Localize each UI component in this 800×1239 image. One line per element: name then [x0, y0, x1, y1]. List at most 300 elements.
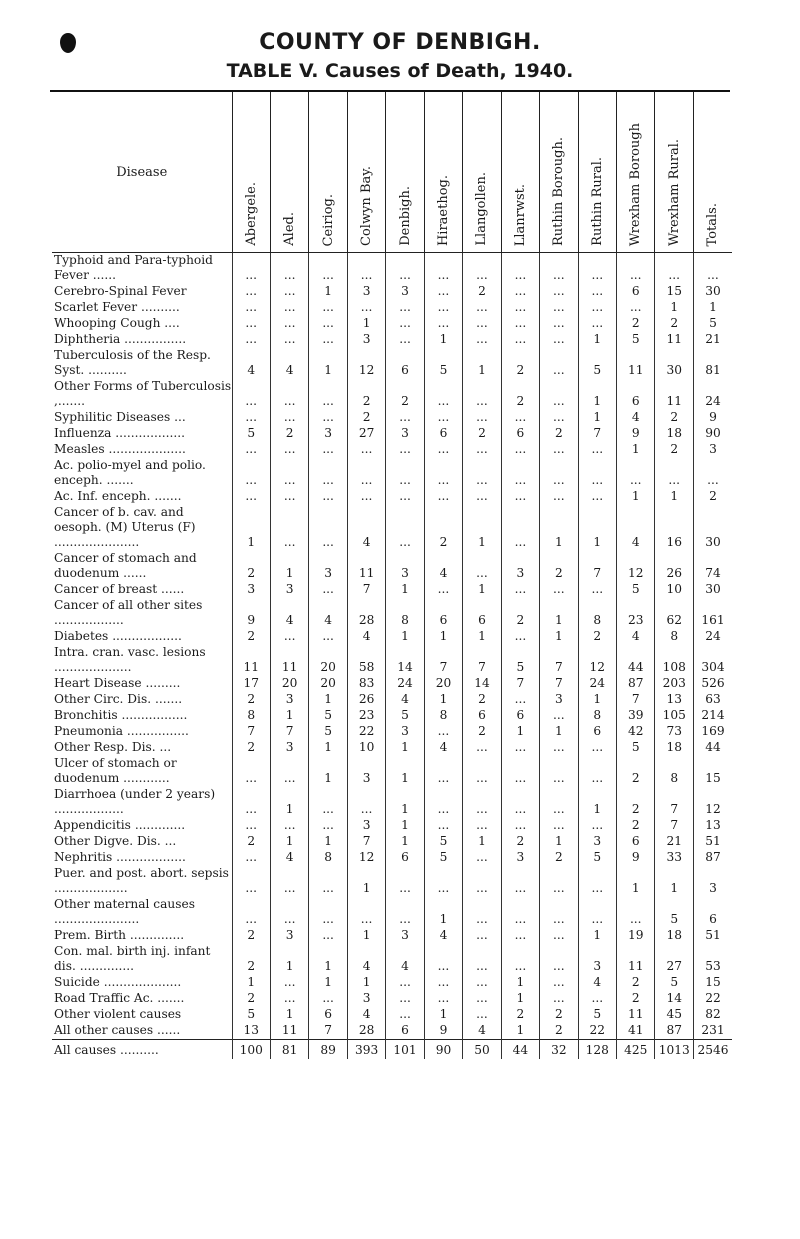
table-cell: 7: [347, 834, 385, 850]
table-cell: 1: [693, 300, 732, 316]
table-cell: 1: [309, 284, 347, 300]
table-cell: 4: [424, 740, 462, 756]
table-cell: ...: [501, 787, 539, 818]
table-cell: 23: [347, 708, 385, 724]
table-cell: ...: [540, 489, 578, 505]
table-cell: ...: [655, 253, 693, 285]
table-cell: 7: [463, 645, 501, 676]
table-cell: 87: [655, 1023, 693, 1040]
disease-label: Road Traffic Ac. .......: [54, 991, 185, 1005]
table-cell: 1: [463, 505, 501, 551]
table-cell: ...: [424, 582, 462, 598]
table-cell: ...: [309, 316, 347, 332]
table-cell: 2: [540, 1023, 578, 1040]
column-header-label: Ceiriog.: [320, 193, 336, 246]
table-cell: ...: [424, 442, 462, 458]
table-cell: 3: [386, 284, 424, 300]
column-header-wrexham-borough: [617, 92, 655, 253]
table-cell: 1: [309, 756, 347, 787]
table-cell: 1: [424, 629, 462, 645]
table-cell: ...: [501, 284, 539, 300]
table-cell: ...: [617, 897, 655, 928]
table-cell: 6: [386, 850, 424, 866]
disease-label: Prem. Birth ..............: [54, 928, 185, 942]
table-cell: 8: [578, 598, 616, 629]
table-cell: 2: [232, 551, 270, 582]
table-cell: 1: [617, 442, 655, 458]
table-cell: ...: [463, 850, 501, 866]
table-cell: 8: [386, 598, 424, 629]
table-cell: ...: [309, 458, 347, 489]
table-cell: 3: [309, 426, 347, 442]
disease-label: Typhoid and Para-typhoid Fever ......: [54, 253, 213, 282]
table-cell: 1: [655, 489, 693, 505]
table-cell: 1: [424, 692, 462, 708]
disease-label: Cerebro-Spinal Fever: [54, 284, 187, 298]
column-header-label: Wrexham Rural.: [666, 138, 682, 246]
table-cell: ...: [347, 300, 385, 316]
table-cell: 6: [501, 426, 539, 442]
table-cell: 9: [693, 410, 732, 426]
table-cell: 3: [347, 818, 385, 834]
table-cell: ...: [270, 975, 308, 991]
table-cell: 3: [501, 850, 539, 866]
table-row: [52, 629, 732, 645]
table-cell: 1: [540, 629, 578, 645]
table-cell: ...: [617, 458, 655, 489]
table-cell: 2546: [693, 1040, 732, 1060]
table-cell: ...: [309, 253, 347, 285]
table-cell: 3: [386, 551, 424, 582]
column-header-label: Denbigh.: [397, 186, 413, 246]
table-cell: 3: [270, 928, 308, 944]
table-cell: 1: [578, 787, 616, 818]
table-cell: 2: [463, 692, 501, 708]
table-cell: 3: [578, 834, 616, 850]
table-cell: 2: [463, 284, 501, 300]
table-cell: ...: [578, 991, 616, 1007]
table-cell: 5: [655, 897, 693, 928]
table-cell: ...: [540, 818, 578, 834]
table-row: [52, 332, 732, 348]
table-cell: ...: [540, 991, 578, 1007]
column-header-label: Llangollen.: [474, 172, 490, 246]
table-cell: 5: [309, 708, 347, 724]
table-cell: 4: [424, 551, 462, 582]
table-cell: 15: [655, 284, 693, 300]
table-cell: ...: [463, 1007, 501, 1023]
table-cell: 18: [655, 928, 693, 944]
disease-label: Ac. Inf. enceph. .......: [54, 489, 182, 503]
table-cell: 3: [540, 692, 578, 708]
table-cell: ...: [309, 379, 347, 410]
table-cell: 2: [501, 348, 539, 379]
table-cell: ...: [270, 284, 308, 300]
table-cell: 1: [424, 332, 462, 348]
table-cell: 4: [386, 944, 424, 975]
table-cell: ...: [232, 897, 270, 928]
table-cell: 44: [693, 740, 732, 756]
table-cell: 44: [501, 1040, 539, 1060]
table-cell: 28: [347, 1023, 385, 1040]
table-cell: 6: [617, 284, 655, 300]
table-cell: 20: [424, 676, 462, 692]
table-cell: ...: [578, 253, 616, 285]
table-cell: 2: [617, 818, 655, 834]
table-cell: ...: [424, 316, 462, 332]
table-cell: 10: [655, 582, 693, 598]
table-cell: 2: [232, 692, 270, 708]
table-cell: ...: [347, 442, 385, 458]
table-cell: 5: [424, 834, 462, 850]
table-cell: ...: [501, 740, 539, 756]
table-cell: 1: [270, 708, 308, 724]
table-cell: ...: [347, 458, 385, 489]
table-cell: 2: [232, 629, 270, 645]
table-cell: 5: [578, 850, 616, 866]
table-row: [52, 787, 732, 818]
table-cell: ...: [309, 897, 347, 928]
table-cell: 1: [424, 897, 462, 928]
table-cell: ...: [501, 505, 539, 551]
column-header-wrexham-rural: [655, 92, 693, 253]
table-cell: 7: [424, 645, 462, 676]
table-cell: 3: [386, 724, 424, 740]
table-cell: ...: [232, 850, 270, 866]
table-cell: ...: [501, 332, 539, 348]
table-cell: ...: [232, 300, 270, 316]
table-cell: 11: [617, 1007, 655, 1023]
column-header-ceiriog: [309, 92, 347, 253]
table-cell: 3: [578, 944, 616, 975]
table-cell: ...: [386, 866, 424, 897]
table-cell: ...: [501, 944, 539, 975]
table-cell: 26: [655, 551, 693, 582]
table-cell: 19: [617, 928, 655, 944]
table-row: [52, 551, 732, 582]
table-cell: 6: [386, 1023, 424, 1040]
table-row: [52, 1007, 732, 1023]
table-cell: 2: [655, 316, 693, 332]
table-cell: 12: [347, 348, 385, 379]
table-cell: ...: [578, 300, 616, 316]
table-cell: 4: [617, 410, 655, 426]
table-cell: ...: [386, 897, 424, 928]
table-cell: 7: [501, 676, 539, 692]
table-cell: 30: [693, 582, 732, 598]
table-cell: ...: [578, 897, 616, 928]
table-cell: ...: [424, 410, 462, 426]
table-cell: ...: [424, 991, 462, 1007]
table-cell: ...: [232, 379, 270, 410]
table-cell: ...: [540, 582, 578, 598]
table-cell: ...: [232, 866, 270, 897]
table-row: [52, 1040, 732, 1060]
table-cell: 22: [578, 1023, 616, 1040]
table-cell: ...: [501, 866, 539, 897]
table-cell: 12: [347, 850, 385, 866]
table-cell: ...: [232, 410, 270, 426]
table-cell: ...: [232, 253, 270, 285]
table-cell: 4: [617, 629, 655, 645]
table-cell: ...: [578, 489, 616, 505]
table-cell: 11: [655, 332, 693, 348]
table-cell: ...: [270, 253, 308, 285]
disease-label: Other Forms of Tuberculosis ,.......: [54, 379, 232, 408]
table-cell: ...: [463, 442, 501, 458]
table-cell: 7: [540, 676, 578, 692]
table-row: [52, 692, 732, 708]
table-row: [52, 316, 732, 332]
table-cell: ...: [501, 928, 539, 944]
table-row: [52, 708, 732, 724]
table-cell: ...: [540, 442, 578, 458]
table-cell: ...: [232, 489, 270, 505]
table-cell: 3: [347, 284, 385, 300]
table-cell: 1: [347, 975, 385, 991]
table-cell: 3: [386, 928, 424, 944]
table-row: [52, 897, 732, 928]
table-cell: 1: [386, 582, 424, 598]
table-cell: ...: [270, 458, 308, 489]
column-header-label: Aled.: [282, 212, 298, 246]
table-row: [52, 379, 732, 410]
table-cell: 22: [693, 991, 732, 1007]
table-cell: 1: [463, 348, 501, 379]
table-cell: ...: [270, 818, 308, 834]
table-cell: 14: [463, 676, 501, 692]
table-cell: ...: [578, 756, 616, 787]
table-cell: ...: [270, 316, 308, 332]
table-cell: 1: [232, 975, 270, 991]
table-cell: 6: [578, 724, 616, 740]
page-title: COUNTY OF DENBIGH.: [259, 30, 541, 55]
table-cell: 5: [424, 348, 462, 379]
table-cell: 2: [540, 850, 578, 866]
table-cell: 7: [655, 787, 693, 818]
table-cell: 15: [693, 975, 732, 991]
disease-label: Syphilitic Diseases ...: [54, 410, 186, 424]
table-row: [52, 724, 732, 740]
column-header-label: Wrexham Borough: [628, 122, 644, 246]
table-cell: ...: [463, 944, 501, 975]
table-cell: 1: [578, 410, 616, 426]
table-row: [52, 676, 732, 692]
table-cell: 8: [232, 708, 270, 724]
table-cell: 2: [655, 410, 693, 426]
disease-label: Cancer of b. cav. and oesoph. (M) Uterus (F) ......................: [54, 505, 196, 549]
table-cell: ...: [270, 332, 308, 348]
table-cell: ...: [386, 253, 424, 285]
table-cell: ...: [309, 928, 347, 944]
table-cell: ...: [578, 316, 616, 332]
disease-label: All other causes ......: [54, 1023, 181, 1037]
table-cell: 4: [309, 598, 347, 629]
table-cell: ...: [463, 991, 501, 1007]
column-header-label: Abergele.: [243, 182, 259, 246]
table-cell: 2: [232, 944, 270, 975]
table-cell: 4: [232, 348, 270, 379]
column-header-label: Totals.: [705, 202, 721, 246]
table-cell: 7: [270, 724, 308, 740]
table-row: [52, 740, 732, 756]
table-cell: 5: [655, 975, 693, 991]
table-cell: 20: [309, 676, 347, 692]
disease-label: Heart Disease .........: [54, 676, 181, 690]
table-cell: ...: [270, 379, 308, 410]
table-cell: ...: [501, 629, 539, 645]
table-cell: ...: [232, 787, 270, 818]
table-cell: 1: [463, 582, 501, 598]
table-cell: 169: [693, 724, 732, 740]
table-cell: 26: [347, 692, 385, 708]
table-cell: 1: [347, 316, 385, 332]
table-cell: 7: [232, 724, 270, 740]
table-cell: 11: [232, 645, 270, 676]
table-cell: ...: [309, 332, 347, 348]
table-cell: 4: [347, 629, 385, 645]
table-cell: 1: [270, 787, 308, 818]
table-cell: 304: [693, 645, 732, 676]
table-cell: 6: [617, 379, 655, 410]
table-cell: 24: [693, 629, 732, 645]
table-cell: 1: [655, 300, 693, 316]
table-cell: ...: [309, 300, 347, 316]
table-row: [52, 834, 732, 850]
table-cell: 2: [501, 379, 539, 410]
table-cell: ...: [424, 253, 462, 285]
table-row: [52, 410, 732, 426]
table-row: [52, 300, 732, 316]
column-header-label: Colwyn Bay.: [359, 166, 375, 246]
table-cell: 1: [309, 740, 347, 756]
table-cell: 8: [655, 756, 693, 787]
table-cell: 1: [270, 944, 308, 975]
table-cell: 1: [270, 1007, 308, 1023]
table-cell: 11: [270, 645, 308, 676]
table-cell: ...: [309, 818, 347, 834]
table-row: [52, 645, 732, 676]
table-cell: 3: [270, 692, 308, 708]
table-cell: ...: [309, 629, 347, 645]
table-cell: ...: [540, 975, 578, 991]
disease-label: Other Circ. Dis. .......: [54, 692, 183, 706]
table-cell: ...: [540, 316, 578, 332]
table-cell: ...: [232, 458, 270, 489]
table-cell: 13: [693, 818, 732, 834]
table-cell: ...: [501, 692, 539, 708]
table-cell: ...: [501, 410, 539, 426]
table-row: [52, 284, 732, 300]
disease-label: Other maternal causes ......................: [54, 897, 195, 926]
table-cell: 6: [617, 834, 655, 850]
table-cell: 161: [693, 598, 732, 629]
table-cell: 15: [693, 756, 732, 787]
table-cell: ...: [309, 787, 347, 818]
table-cell: 1: [424, 1007, 462, 1023]
table-cell: 51: [693, 928, 732, 944]
table-cell: 1: [540, 834, 578, 850]
table-cell: 1: [617, 489, 655, 505]
table-cell: ...: [463, 489, 501, 505]
disease-label: Diphtheria ................: [54, 332, 187, 346]
table-cell: 14: [386, 645, 424, 676]
table-cell: 2: [347, 379, 385, 410]
table-cell: 1013: [655, 1040, 693, 1060]
table-cell: ...: [540, 348, 578, 379]
table-cell: 6: [463, 708, 501, 724]
table-cell: ...: [540, 944, 578, 975]
table-cell: 4: [270, 598, 308, 629]
table-cell: 12: [578, 645, 616, 676]
table-cell: 4: [347, 944, 385, 975]
table-cell: 2: [232, 928, 270, 944]
table-cell: ...: [386, 316, 424, 332]
table-cell: ...: [501, 818, 539, 834]
table-cell: ...: [540, 458, 578, 489]
table-cell: 1: [386, 818, 424, 834]
table-cell: 2: [501, 1007, 539, 1023]
table-cell: 425: [617, 1040, 655, 1060]
table-cell: 50: [463, 1040, 501, 1060]
table-cell: 1: [232, 505, 270, 551]
table-cell: 2: [540, 1007, 578, 1023]
table-cell: ...: [463, 332, 501, 348]
table-cell: ...: [270, 442, 308, 458]
table-cell: ...: [540, 928, 578, 944]
table-cell: ...: [540, 332, 578, 348]
table-cell: 7: [309, 1023, 347, 1040]
table-cell: 27: [347, 426, 385, 442]
table-cell: 2: [347, 410, 385, 426]
table-row: [52, 818, 732, 834]
table-row: [52, 458, 732, 489]
table-cell: ...: [540, 897, 578, 928]
table-cell: 90: [693, 426, 732, 442]
table-cell: 214: [693, 708, 732, 724]
table-cell: 393: [347, 1040, 385, 1060]
column-header-hiraethog: [424, 92, 462, 253]
table-cell: 5: [501, 645, 539, 676]
table-cell: 1: [309, 834, 347, 850]
table-cell: ...: [617, 300, 655, 316]
table-cell: ...: [578, 284, 616, 300]
column-header-llangollen: [463, 92, 501, 253]
column-header-aled: [270, 92, 308, 253]
table-cell: 3: [347, 756, 385, 787]
disease-label: Puer. and post. abort. sepsis ...................: [54, 866, 229, 895]
table-cell: 8: [309, 850, 347, 866]
table-cell: 6: [501, 708, 539, 724]
table-cell: 7: [578, 551, 616, 582]
table-cell: 62: [655, 598, 693, 629]
table-cell: 1: [463, 834, 501, 850]
table-cell: 63: [693, 692, 732, 708]
column-header-denbigh: [386, 92, 424, 253]
table-row: [52, 928, 732, 944]
table-cell: 20: [309, 645, 347, 676]
table-cell: 3: [386, 426, 424, 442]
table-cell: ...: [463, 975, 501, 991]
table-cell: ...: [232, 316, 270, 332]
disease-label: Cancer of stomach and duodenum ......: [54, 551, 197, 580]
table-cell: ...: [463, 379, 501, 410]
table-cell: 6: [424, 426, 462, 442]
table-cell: 2: [617, 975, 655, 991]
table-cell: 21: [655, 834, 693, 850]
table-cell: ...: [347, 787, 385, 818]
table-cell: 3: [309, 551, 347, 582]
